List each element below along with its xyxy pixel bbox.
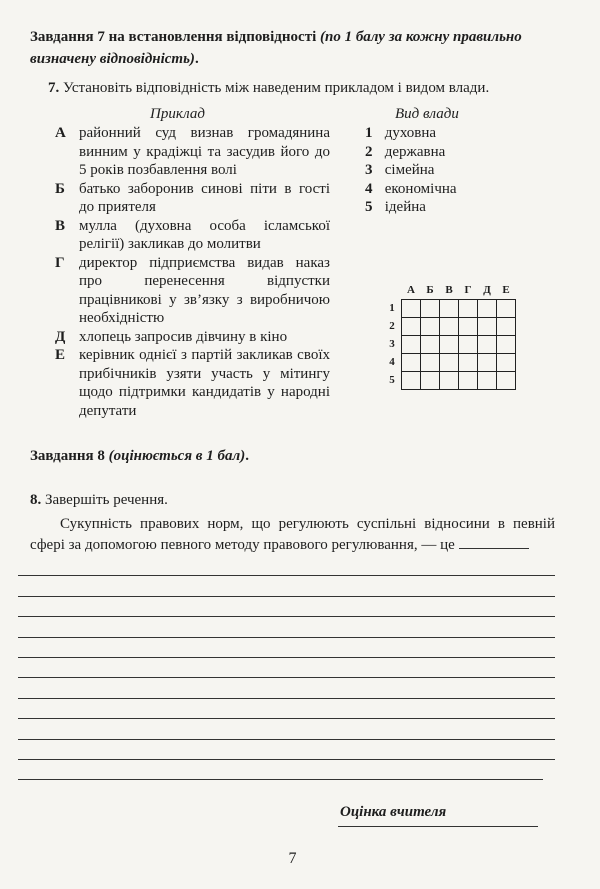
answer-lines bbox=[18, 556, 555, 780]
grid-cell[interactable] bbox=[478, 371, 497, 389]
example-item bbox=[55, 124, 330, 180]
answer-line[interactable] bbox=[18, 760, 543, 780]
power-type-item bbox=[365, 198, 555, 217]
example-item bbox=[55, 254, 330, 328]
grid-row-header: 3 bbox=[389, 338, 395, 350]
power-type-number: 1 bbox=[365, 125, 373, 141]
grid-cell[interactable] bbox=[421, 353, 440, 371]
task8-sentence: Сукупність правових норм, що регулюють суспільні відносини в певній сфері за допомогою певного методу правового регулювання, — це bbox=[30, 516, 555, 553]
page-number: 7 bbox=[288, 850, 297, 868]
power-type-number: 3 bbox=[365, 162, 373, 178]
task7-header: Завдання 7 на встановлення відповідності (по 1 балу за кожну правильно визначену відповідність). bbox=[30, 29, 522, 67]
example-letter: Е bbox=[55, 347, 66, 363]
grid-cell[interactable] bbox=[402, 371, 421, 389]
power-type-item bbox=[365, 180, 555, 199]
grid-cell[interactable] bbox=[440, 317, 459, 335]
grid-cell[interactable] bbox=[459, 335, 478, 353]
grid-cell[interactable] bbox=[421, 299, 440, 317]
grid-cell[interactable] bbox=[478, 317, 497, 335]
example-text: директор підприємства видав наказ про перенесення відпустки працівникові у зв’язку з виробничою необхідністю bbox=[79, 254, 330, 326]
grid-cell[interactable] bbox=[497, 353, 516, 371]
grid-cell[interactable] bbox=[421, 335, 440, 353]
example-text: керівник однієї з партій закликав своїх прибічників узяти участь у мітингу щодо підтримки кандидатів у народні депутати bbox=[79, 347, 330, 419]
grid-row-header: 4 bbox=[389, 356, 395, 368]
grid-cell[interactable] bbox=[459, 353, 478, 371]
grid-row-header: 2 bbox=[389, 320, 395, 332]
grid-cell[interactable] bbox=[459, 317, 478, 335]
example-item bbox=[55, 217, 330, 254]
examples-list bbox=[55, 124, 330, 420]
grid-cell[interactable] bbox=[402, 299, 421, 317]
grid-cell[interactable] bbox=[478, 335, 497, 353]
power-type-number: 2 bbox=[365, 143, 373, 160]
example-letter: Д bbox=[55, 328, 66, 345]
answer-line[interactable] bbox=[18, 658, 555, 678]
teacher-grade-label: Оцінка вчителя bbox=[340, 804, 447, 821]
power-type-text: сімейна bbox=[384, 162, 435, 178]
grid-col-header: Е bbox=[502, 284, 510, 296]
teacher-grade-field[interactable] bbox=[338, 822, 538, 827]
grid-cell[interactable] bbox=[497, 317, 516, 335]
example-item bbox=[55, 180, 330, 217]
example-letter: Б bbox=[55, 180, 65, 197]
grid-cell[interactable] bbox=[402, 335, 421, 353]
answer-line[interactable] bbox=[18, 556, 555, 576]
example-letter: А bbox=[55, 125, 66, 141]
power-type-item bbox=[365, 161, 555, 180]
grid-cell[interactable] bbox=[402, 353, 421, 371]
power-type-item bbox=[365, 124, 555, 143]
grid-cell[interactable] bbox=[459, 371, 478, 389]
answer-line[interactable] bbox=[18, 719, 555, 739]
grid-cell[interactable] bbox=[440, 299, 459, 317]
answer-line[interactable] bbox=[18, 740, 555, 760]
example-text: мулла (духовна особа ісламської релігії) закликав до молитви bbox=[79, 217, 330, 252]
example-item bbox=[55, 346, 330, 420]
grid-cell[interactable] bbox=[478, 299, 497, 317]
answer-blank[interactable] bbox=[459, 548, 529, 549]
grid-col-header: Г bbox=[464, 284, 472, 296]
grid-cell[interactable] bbox=[478, 353, 497, 371]
example-letter: Г bbox=[55, 254, 65, 271]
task8-header: Завдання 8 (оцінюється в 1 бал). bbox=[30, 448, 249, 464]
grid-cell[interactable] bbox=[421, 317, 440, 335]
grid-row-header: 5 bbox=[389, 374, 395, 386]
grid-col-header: Д bbox=[483, 284, 491, 296]
example-letter: В bbox=[55, 217, 66, 234]
power-type-text: державна bbox=[384, 143, 446, 160]
example-text: хлопець запросив дівчину в кіно bbox=[79, 328, 288, 345]
example-item bbox=[55, 328, 330, 347]
answer-line[interactable] bbox=[18, 699, 555, 719]
answer-line[interactable] bbox=[18, 617, 555, 637]
power-type-number: 5 bbox=[365, 199, 373, 215]
types-heading: Вид влади bbox=[395, 106, 459, 122]
power-type-item bbox=[365, 143, 555, 162]
grid-cell[interactable] bbox=[459, 299, 478, 317]
task7-question: 7. Установіть відповідність між наведеним прикладом і видом влади. bbox=[48, 80, 490, 96]
grid-cell[interactable] bbox=[497, 335, 516, 353]
types-list bbox=[365, 124, 555, 217]
grid-row-header: 1 bbox=[389, 302, 395, 314]
examples-heading: Приклад bbox=[150, 106, 205, 122]
grid-col-header: Б bbox=[426, 284, 434, 296]
power-type-text: економічна bbox=[384, 180, 457, 197]
grid-cell[interactable] bbox=[497, 299, 516, 317]
grid-cell[interactable] bbox=[402, 317, 421, 335]
types-column bbox=[365, 104, 555, 420]
example-text: батько заборонив синові піти в гості до приятеля bbox=[79, 180, 330, 215]
grid-col-header: В bbox=[445, 284, 453, 296]
grid-cell[interactable] bbox=[440, 335, 459, 353]
task7-columns bbox=[30, 104, 555, 420]
power-type-text: ідейна bbox=[384, 199, 426, 215]
grid-col-header: А bbox=[407, 284, 415, 296]
grid-cell[interactable] bbox=[421, 371, 440, 389]
grid-corner bbox=[383, 282, 402, 300]
grid-cell[interactable] bbox=[440, 353, 459, 371]
examples-column bbox=[30, 104, 330, 420]
answer-line[interactable] bbox=[18, 576, 555, 596]
grid-cell[interactable] bbox=[497, 371, 516, 389]
grid-cell[interactable] bbox=[440, 371, 459, 389]
answer-line[interactable] bbox=[18, 678, 555, 698]
power-type-number: 4 bbox=[365, 180, 373, 197]
task8-question: 8. Завершіть речення. bbox=[30, 492, 168, 508]
example-text: районний суд визнав громадянина винним у крадіжці та засудив його до 5 років позбавлення волі bbox=[79, 125, 330, 178]
answer-line[interactable] bbox=[18, 597, 555, 617]
power-type-text: духовна bbox=[384, 125, 437, 141]
answer-line[interactable] bbox=[18, 638, 555, 658]
answer-grid bbox=[383, 282, 516, 390]
